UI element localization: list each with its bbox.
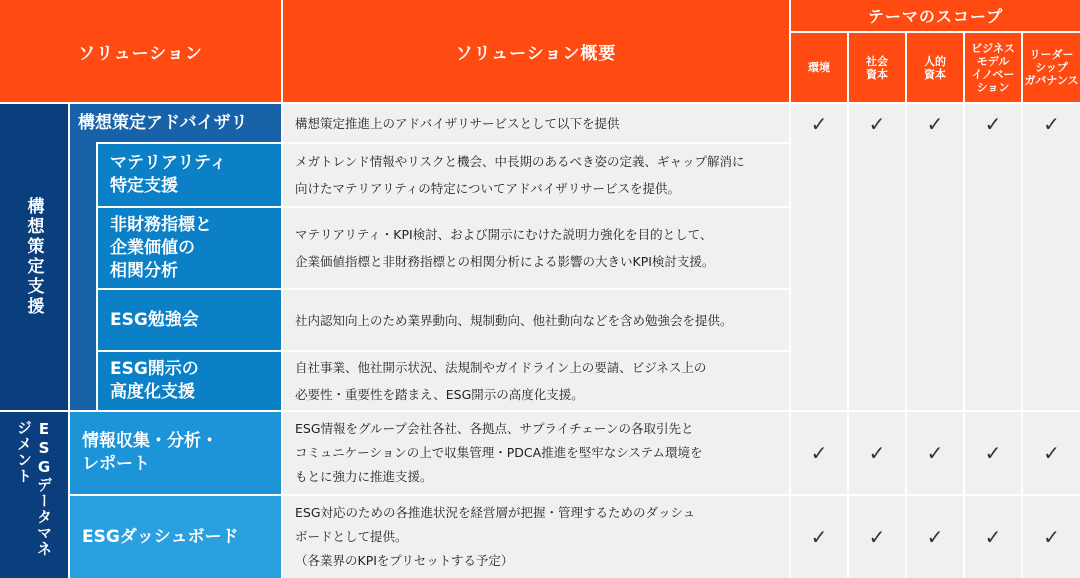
check-human-capital: ✓ — [907, 104, 963, 410]
row-name-materiality: マテリアリティ 特定支援 — [98, 144, 281, 206]
category-strategy: 構想策定支援 — [0, 104, 68, 410]
check-leadership: ✓ — [1023, 104, 1080, 410]
check-business-model: ✓ — [965, 496, 1021, 578]
header-overview: ソリューション概要 — [283, 0, 789, 102]
check-environment: ✓ — [791, 496, 847, 578]
row-desc-info-collection: ESG情報をグループ会社各社、各拠点、サプライチェーンの各取引先と コミュニケーションの上で収集管理・PDCA推進を堅牢なシステム環境を もとに強力に推進支援。 — [283, 412, 789, 494]
check-environment: ✓ — [791, 104, 847, 410]
row-name-info-collection: 情報収集・分析・ レポート — [70, 412, 281, 494]
scope-col-environment: 環境 — [791, 33, 847, 102]
row-desc-materiality: メガトレンド情報やリスクと機会、中長期のあるべき姿の定義、ギャップ解消に 向けたマテリアリティの特定についてアドバイザリサービスを提供。 — [283, 144, 789, 206]
check-human-capital: ✓ — [907, 412, 963, 494]
row-name-esg-dashboard: ESGダッシュボード — [70, 496, 281, 578]
check-human-capital: ✓ — [907, 496, 963, 578]
check-environment: ✓ — [791, 412, 847, 494]
category-indent-bar — [70, 142, 96, 410]
row-name-advisory: 構想策定アドバイザリ — [70, 104, 281, 142]
row-desc-esg-disclosure: 自社事業、他社開示状況、法規制やガイドライン上の要請、ビジネス上の 必要性・重要性を踏まえ、ESG開示の高度化支援。 — [283, 352, 789, 410]
row-name-esg-study: ESG勉強会 — [98, 290, 281, 350]
row-desc-esg-dashboard: ESG対応のための各推進状況を経営層が把握・管理するためのダッシュ ボードとして提供。 （各業界のKPIをプリセットする予定） — [283, 496, 789, 578]
row-name-correlation: 非財務指標と 企業価値の 相関分析 — [98, 208, 281, 288]
row-name-esg-disclosure: ESG開示の 高度化支援 — [98, 352, 281, 410]
category-esg-data: ESGデータマネジメント — [0, 412, 68, 578]
scope-col-business-model: ビジネス モデル イノベー ション — [965, 33, 1021, 102]
header-solution: ソリューション — [0, 0, 281, 102]
check-leadership: ✓ — [1023, 412, 1080, 494]
header-scope: テーマのスコープ — [791, 0, 1080, 31]
scope-col-human-capital: 人的 資本 — [907, 33, 963, 102]
check-social-capital: ✓ — [849, 412, 905, 494]
check-social-capital: ✓ — [849, 496, 905, 578]
row-desc-esg-study: 社内認知向上のため業界動向、規制動向、他社動向などを含め勉強会を提供。 — [283, 290, 789, 350]
check-business-model: ✓ — [965, 104, 1021, 410]
check-leadership: ✓ — [1023, 496, 1080, 578]
check-social-capital: ✓ — [849, 104, 905, 410]
row-desc-correlation: マテリアリティ・KPI検討、および開示にむけた説明力強化を目的として、 企業価値指標と非財務指標との相関分析による影響の大きいKPI検討支援。 — [283, 208, 789, 288]
scope-col-social-capital: 社会 資本 — [849, 33, 905, 102]
row-desc-advisory: 構想策定推進上のアドバイザリサービスとして以下を提供 — [283, 104, 789, 142]
check-business-model: ✓ — [965, 412, 1021, 494]
scope-col-leadership: リーダー シップ ガバナンス — [1023, 33, 1080, 102]
